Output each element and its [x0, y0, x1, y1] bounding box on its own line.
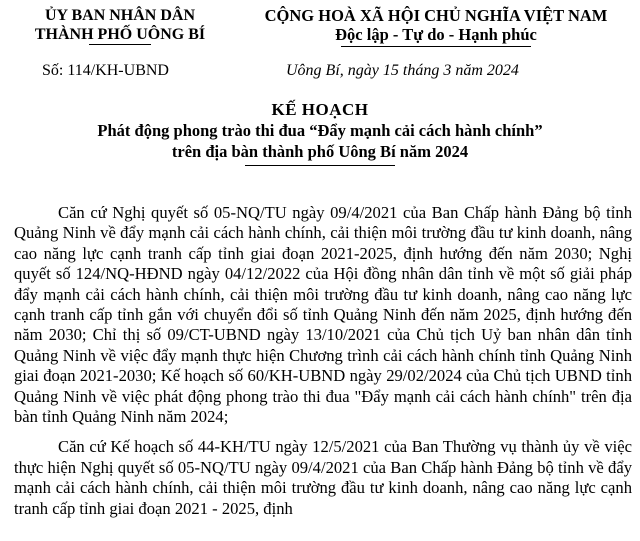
issuer-underline — [89, 44, 151, 45]
nation-name: CỘNG HOÀ XÃ HỘI CHỦ NGHĨA VIỆT NAM — [264, 6, 608, 25]
document-type: KẾ HOẠCH — [271, 100, 369, 119]
issuer-line-2: THÀNH PHỐ UÔNG BÍ — [34, 26, 206, 43]
document-title-block — [0, 99, 640, 166]
motto-underline — [341, 46, 531, 47]
document-subject-line-2: trên địa bàn thành phố Uông Bí năm 2024 — [171, 142, 469, 161]
document-body — [14, 203, 632, 529]
place-and-date: Uông Bí, ngày 15 tháng 3 năm 2024 — [286, 62, 519, 79]
issuing-authority — [6, 6, 234, 45]
national-motto: Độc lập - Tự do - Hạnh phúc — [335, 25, 537, 44]
body-paragraph: Căn cứ Nghị quyết số 05-NQ/TU ngày 09/4/2021 của Ban Chấp hành Đảng bộ tỉnh Quảng Ninh về đẩy mạnh cải cách hành chính, cải thiện môi trường đầu tư kinh doanh, nâng cao năng lực cạnh tranh cấp tỉnh giai đoạn 2021-2025, định hướng đến năm 2030; Nghị quyết số 124/NQ-HĐND ngày 04/12/2022 của Hội đồng nhân dân tỉnh về một số giải pháp đẩy mạnh cải cách hành chính, cải thiện môi trường đầu tư kinh doanh, nâng cao năng lực cạnh tranh cấp tỉnh gắn với chuyển đổi số tỉnh Quảng Ninh đến năm 2025, định hướng đến năm 2030; Chỉ thị số 09/CT-UBND ngày 13/10/2021 của Chủ tịch Uỷ ban nhân dân tỉnh Quảng Ninh về việc đẩy mạnh thực hiện Chương trình cải cách hành chính tỉnh Quảng Ninh giai đoạn 2021-2030; Kế hoạch số 60/KH-UBND ngày 29/02/2024 của Chủ tịch UBND tỉnh Quảng Ninh về việc phát động phong trào thi đua "Đẩy mạnh cải cách hành chính" trên địa bàn tỉnh Quảng Ninh năm 2024; — [14, 203, 632, 427]
title-underline — [245, 165, 395, 166]
document-number: Số: 114/KH-UBND — [42, 62, 169, 79]
issuer-line-1: ỦY BAN NHÂN DÂN — [44, 7, 196, 24]
body-paragraph: Căn cứ Kế hoạch số 44-KH/TU ngày 12/5/2021 của Ban Thường vụ thành ủy về việc thực hiện Nghị quyết số 05-NQ/TU ngày 09/4/2021 của Ban Chấp hành Đảng bộ tỉnh về đẩy mạnh cải cách hành chính, cải thiện môi trường đầu tư kinh doanh, nâng cao năng lực cạnh tranh cấp tỉnh giai đoạn 2021 - 2025, định — [14, 437, 632, 518]
document-subject-line-1: Phát động phong trào thi đua “Đẩy mạnh cải cách hành chính” — [97, 121, 543, 140]
national-heading — [236, 6, 636, 47]
